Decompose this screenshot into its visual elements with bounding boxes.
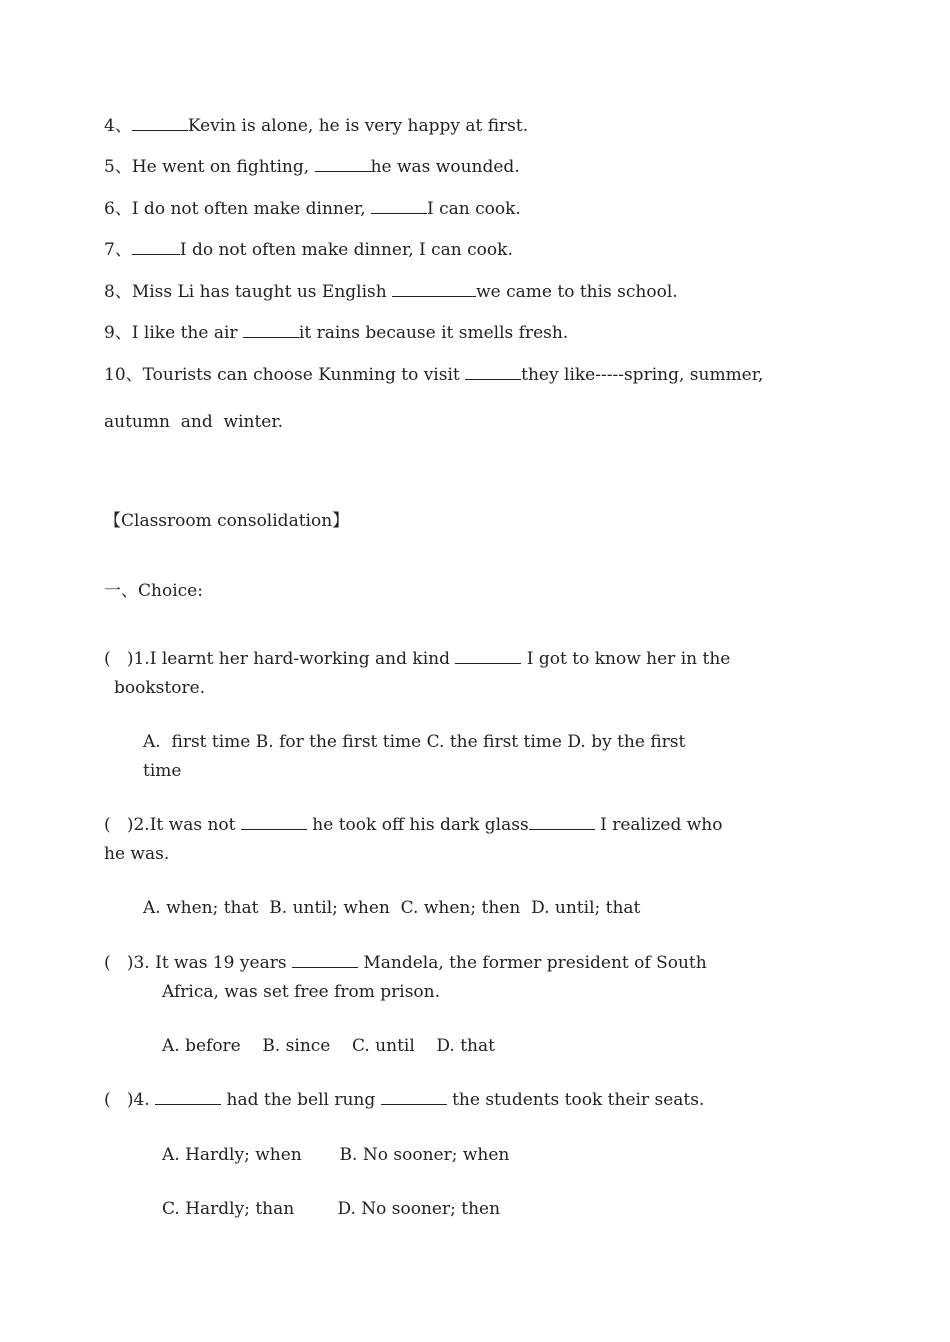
choice-question-3-continued: Africa, was set free from prison. bbox=[162, 982, 441, 1002]
choice-3-options: A. before B. since C. until D. that bbox=[162, 1036, 495, 1056]
choice-question-2-continued: he was. bbox=[104, 844, 170, 864]
answer-blank[interactable] bbox=[315, 156, 371, 172]
answer-blank[interactable] bbox=[529, 814, 595, 830]
fill-question-10: 10、Tourists can choose Kunming to visit they like-----spring, summer, bbox=[104, 365, 764, 385]
choice-4-options-ab: A. Hardly; when B. No sooner; when bbox=[162, 1145, 510, 1165]
answer-blank[interactable] bbox=[381, 1089, 447, 1105]
answer-blank[interactable] bbox=[455, 648, 521, 664]
answer-blank[interactable] bbox=[465, 364, 521, 380]
choice-4-options-cd: C. Hardly; than D. No sooner; then bbox=[162, 1199, 501, 1219]
section-title: 【Classroom consolidation】 bbox=[104, 511, 350, 531]
choice-2-options: A. when; that B. until; when C. when; then D. until; that bbox=[143, 898, 641, 918]
answer-blank[interactable] bbox=[243, 322, 299, 338]
answer-blank[interactable] bbox=[241, 814, 307, 830]
answer-blank[interactable] bbox=[155, 1089, 221, 1105]
fill-question-6: 6、I do not often make dinner, I can cook. bbox=[104, 199, 521, 219]
choice-question-3: ( )3. It was 19 years Mandela, the former president of South bbox=[104, 953, 707, 973]
fill-question-4: 4、 Kevin is alone, he is very happy at first. bbox=[104, 116, 529, 136]
fill-question-5: 5、He went on fighting, he was wounded. bbox=[104, 157, 520, 177]
choice-1-options-continued: time bbox=[143, 761, 182, 781]
choice-question-4: ( )4. had the bell rung the students took their seats. bbox=[104, 1090, 705, 1110]
answer-blank[interactable] bbox=[132, 239, 180, 255]
answer-blank[interactable] bbox=[371, 198, 427, 214]
answer-blank[interactable] bbox=[132, 115, 188, 131]
answer-blank[interactable] bbox=[392, 281, 476, 297]
fill-question-8: 8、Miss Li has taught us English we came to this school. bbox=[104, 282, 678, 302]
choice-question-1-continued: bookstore. bbox=[114, 678, 206, 698]
choice-header: 一、Choice: bbox=[104, 581, 203, 601]
fill-question-9: 9、I like the air it rains because it smells fresh. bbox=[104, 323, 569, 343]
choice-1-options: A. first time B. for the first time C. the first time D. by the first bbox=[143, 732, 686, 752]
choice-question-2: ( )2.It was not he took off his dark glass I realized who bbox=[104, 815, 723, 835]
fill-question-10-continued: autumn and winter. bbox=[104, 412, 284, 432]
choice-question-1: ( )1.I learnt her hard-working and kind I got to know her in the bbox=[104, 649, 731, 669]
answer-blank[interactable] bbox=[292, 952, 358, 968]
fill-question-7: 7、 I do not often make dinner, I can cook. bbox=[104, 240, 513, 260]
